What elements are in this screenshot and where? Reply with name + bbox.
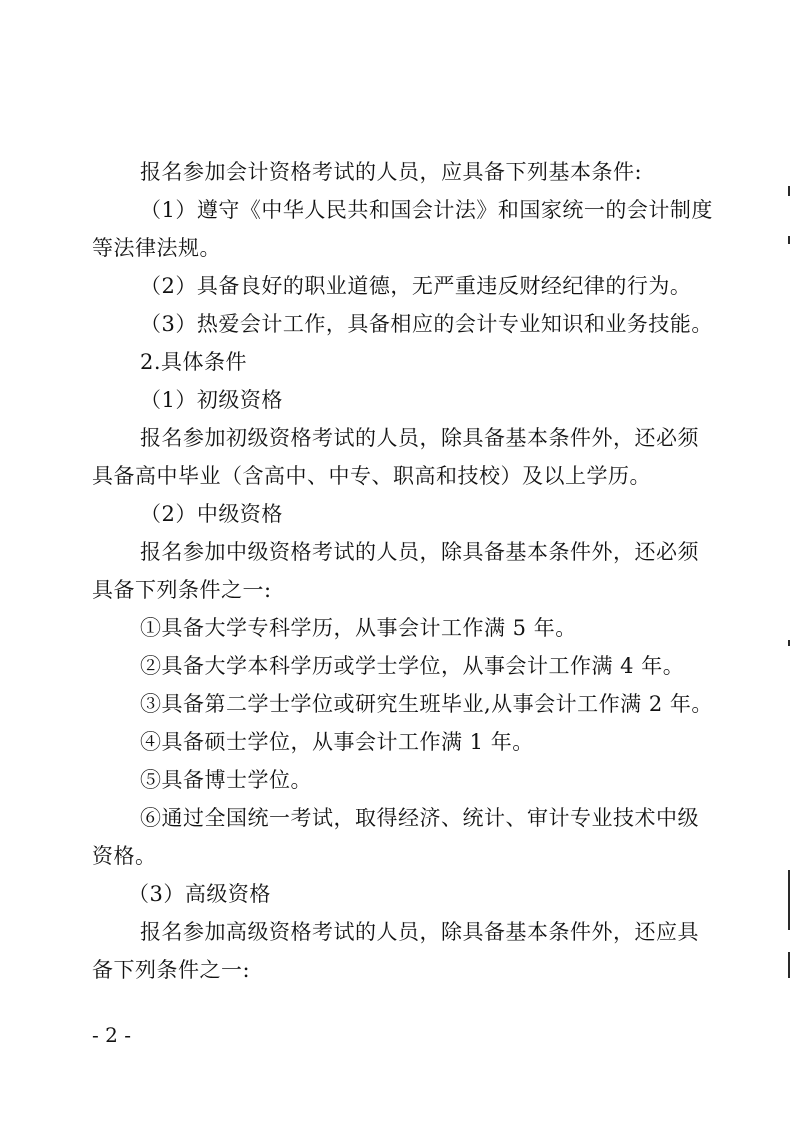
page-number: - 2 -	[92, 1023, 131, 1047]
text-line-18: ⑥通过全国统一考试，取得经济、统计、审计专业技术中级	[140, 806, 699, 830]
text-line-14: ②具备大学本科学历或学士学位，从事会计工作满 4 年。	[140, 654, 685, 678]
text-line-3: 等法律法规。	[92, 236, 221, 260]
text-line-13: ①具备大学专科学历，从事会计工作满 5 年。	[140, 616, 577, 640]
text-line-10: （2）中级资格	[140, 502, 283, 526]
text-line-9: 具备高中毕业（含高中、中专、职高和技校）及以上学历。	[92, 464, 651, 488]
text-line-17: ⑤具备博士学位。	[140, 768, 312, 792]
text-line-7: （1）初级资格	[140, 388, 283, 412]
text-line-20: （3）高级资格	[128, 882, 271, 906]
scan-artifact	[788, 236, 790, 244]
scan-artifact	[788, 186, 790, 196]
text-line-1: 报名参加会计资格考试的人员，应具备下列基本条件:	[140, 160, 643, 184]
text-line-22: 备下列条件之一:	[92, 958, 251, 982]
text-line-15: ③具备第二学士学位或研究生班毕业,从事会计工作满 2 年。	[140, 692, 713, 716]
text-line-16: ④具备硕士学位，从事会计工作满 1 年。	[140, 730, 534, 754]
scan-artifact	[788, 640, 790, 646]
scan-artifact	[788, 870, 790, 930]
text-line-4: （2）具备良好的职业道德，无严重违反财经纪律的行为。	[140, 274, 692, 298]
text-line-8: 报名参加初级资格考试的人员，除具备基本条件外，还必须	[140, 426, 699, 450]
text-line-12: 具备下列条件之一:	[92, 578, 272, 602]
scan-artifact	[788, 952, 790, 978]
text-line-2: （1）遵守《中华人民共和国会计法》和国家统一的会计制度	[140, 198, 713, 222]
text-line-21: 报名参加高级资格考试的人员，除具备基本条件外，还应具	[140, 920, 699, 944]
text-line-6: 2.具体条件	[140, 350, 248, 374]
text-line-5: （3）热爱会计工作，具备相应的会计专业知识和业务技能。	[140, 312, 713, 336]
text-line-19: 资格。	[92, 844, 157, 868]
text-line-11: 报名参加中级资格考试的人员，除具备基本条件外，还必须	[140, 540, 699, 564]
